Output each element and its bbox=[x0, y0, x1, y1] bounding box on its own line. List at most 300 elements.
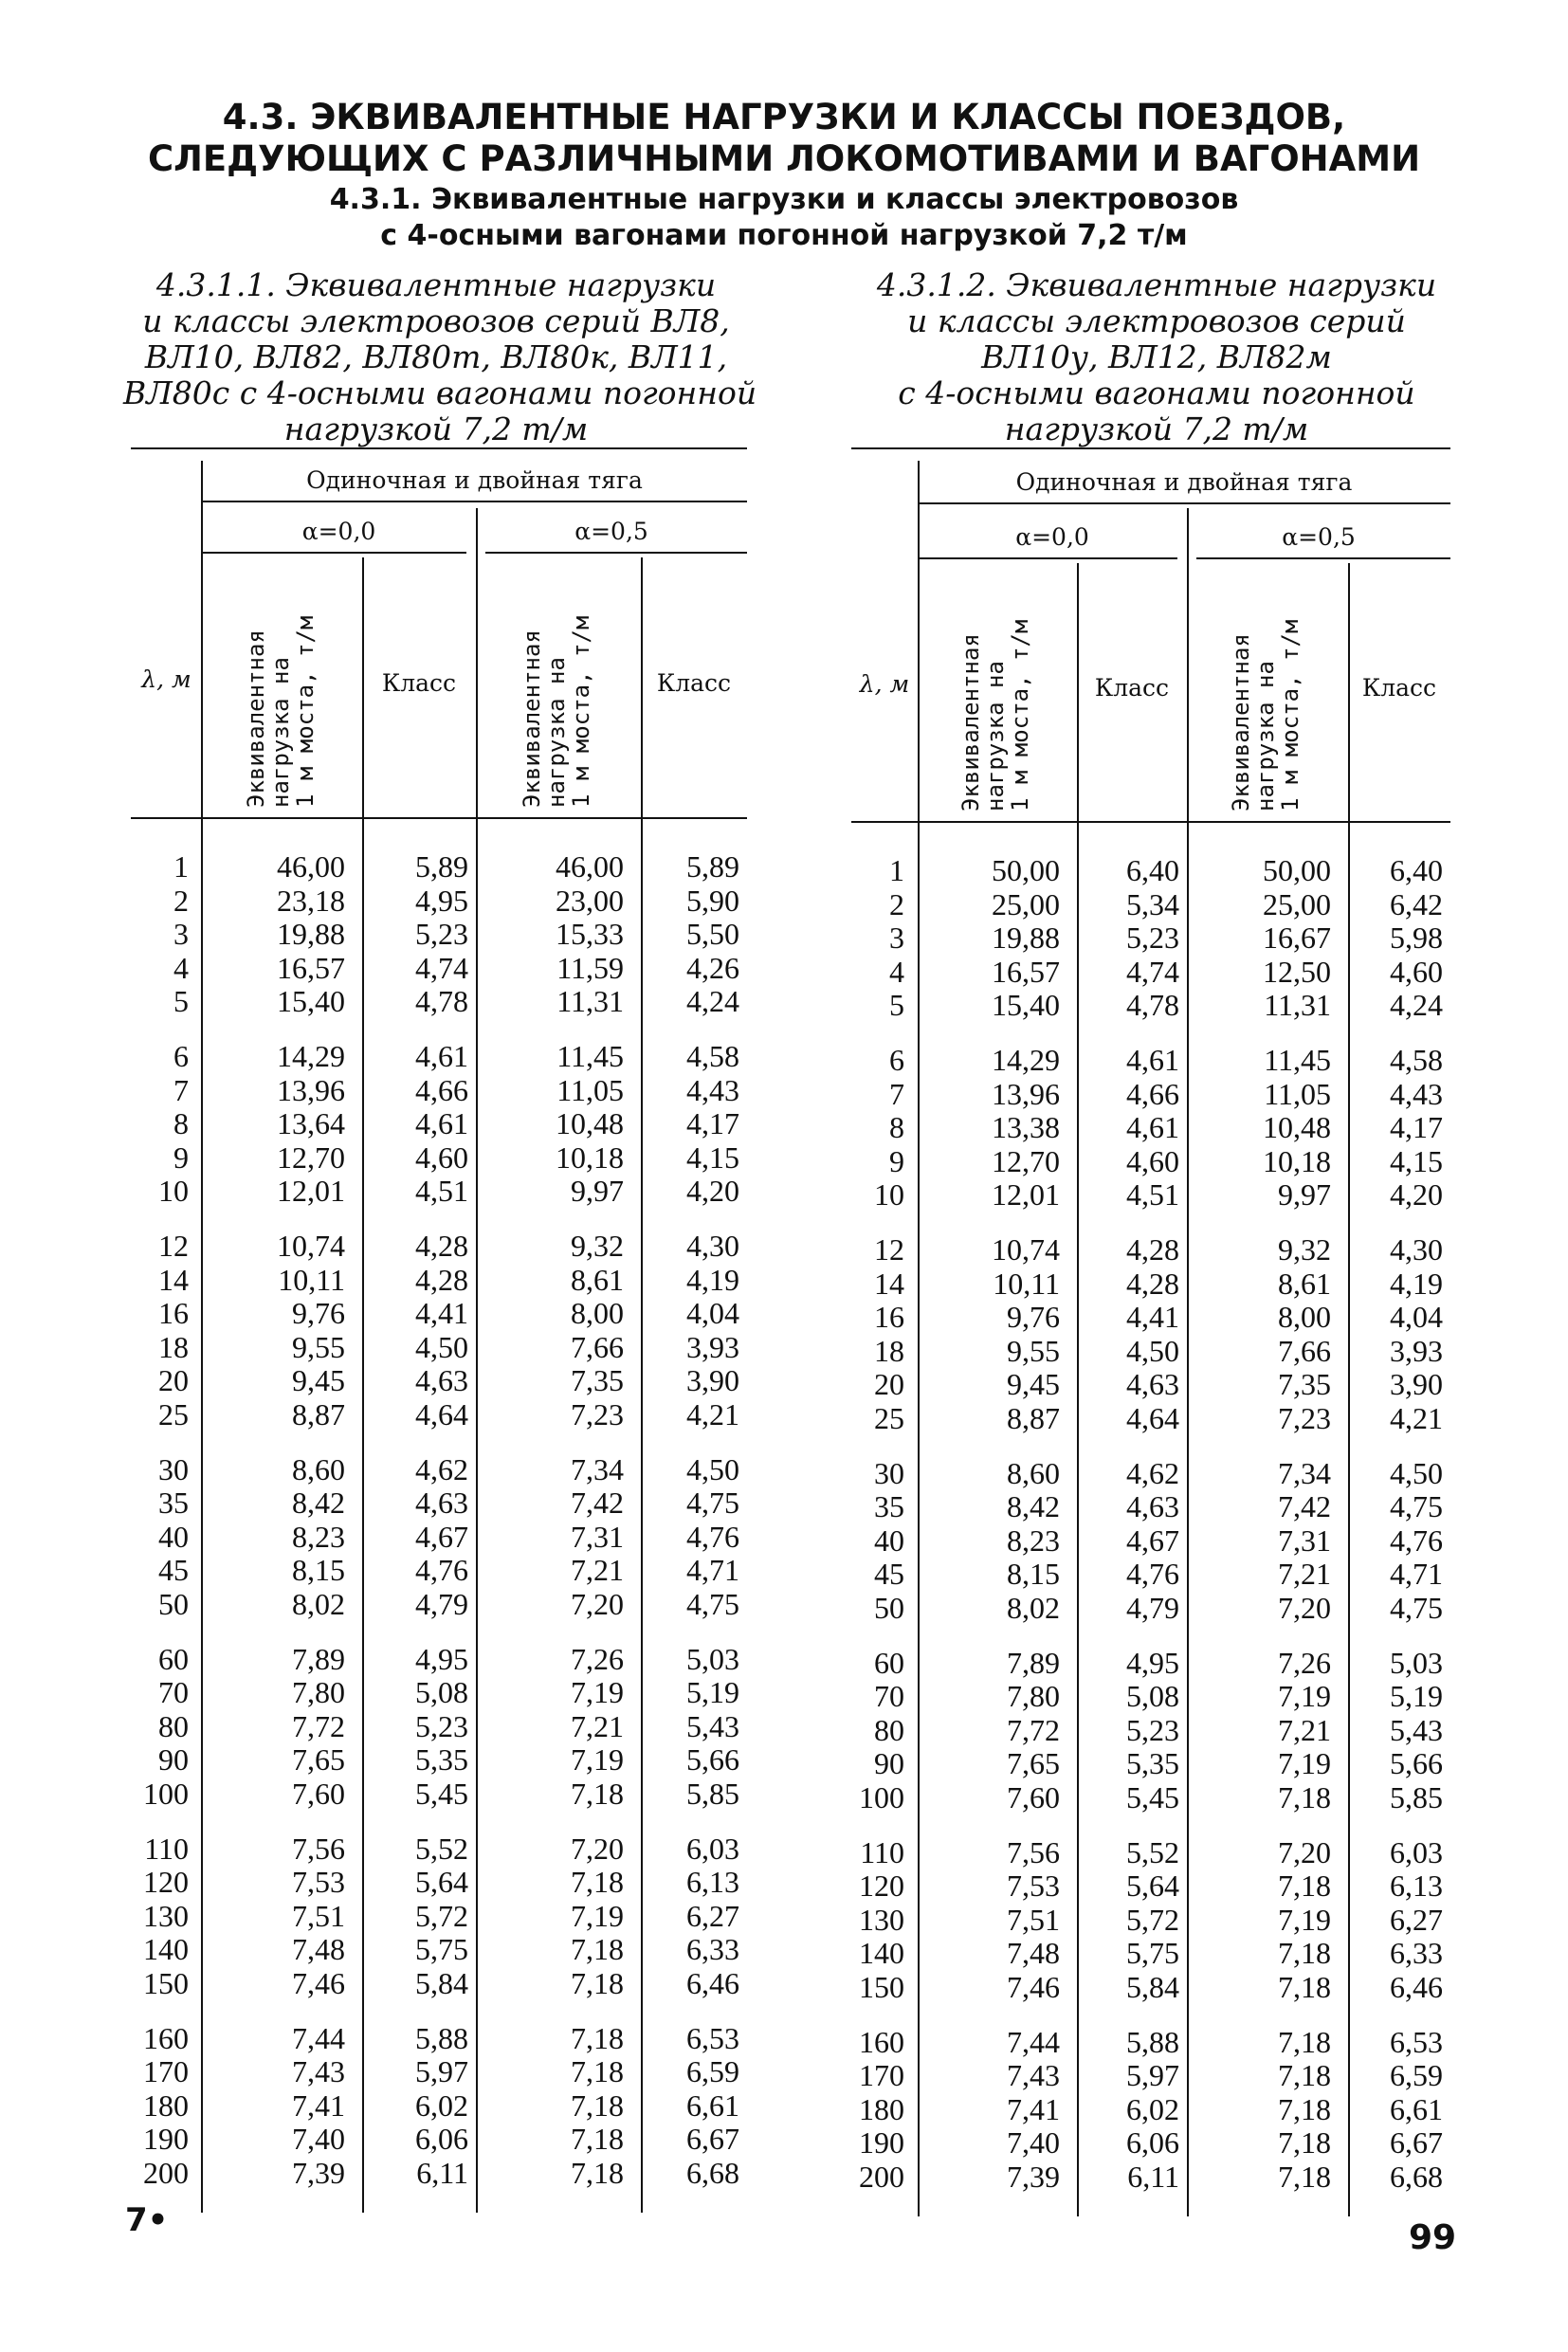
cell-class-a05: 5,19 bbox=[686, 1675, 739, 1710]
cell-load-a0: 7,80 bbox=[292, 1675, 345, 1710]
cell-class-a05: 5,66 bbox=[1390, 1746, 1443, 1781]
cell-load-a05: 7,19 bbox=[1278, 1746, 1331, 1781]
cell-lambda: 50 bbox=[158, 1587, 189, 1621]
cell-load-a05: 8,00 bbox=[1278, 1300, 1331, 1335]
cell-load-a05: 10,18 bbox=[556, 1140, 624, 1175]
cell-lambda: 150 bbox=[143, 1966, 189, 2000]
cell-lambda: 90 bbox=[874, 1746, 904, 1781]
cell-load-a05: 7,18 bbox=[571, 1966, 624, 2000]
cell-class-a0: 5,75 bbox=[1126, 1936, 1179, 1971]
cell-lambda: 3 bbox=[173, 917, 189, 952]
cell-load-a0: 7,41 bbox=[1007, 2091, 1060, 2126]
cell-class-a0: 5,23 bbox=[415, 917, 468, 952]
cell-lambda: 60 bbox=[874, 1645, 904, 1680]
cell-class-a0: 4,76 bbox=[1126, 1557, 1179, 1592]
cell-class-a0: 5,08 bbox=[1126, 1679, 1179, 1714]
right-caption-line: и классы электровозов серий bbox=[907, 302, 1406, 339]
left-caption-line: 4.3.1.1. Эквивалентные нагрузки bbox=[155, 266, 717, 303]
cell-class-a0: 4,51 bbox=[415, 1174, 468, 1209]
cell-class-a0: 4,79 bbox=[1126, 1591, 1179, 1625]
cell-class-a05: 4,15 bbox=[1390, 1143, 1443, 1178]
cell-load-a0: 8,42 bbox=[1007, 1489, 1060, 1524]
header-alpha-05: α=0,5 bbox=[1282, 523, 1356, 551]
top-rule bbox=[851, 447, 1450, 449]
cell-load-a05: 7,18 bbox=[1278, 1936, 1331, 1971]
cell-load-a05: 11,31 bbox=[556, 984, 624, 1019]
cell-class-a0: 5,75 bbox=[415, 1932, 468, 1967]
cell-load-a05: 11,05 bbox=[556, 1072, 624, 1107]
cell-load-a05: 7,23 bbox=[1278, 1401, 1331, 1435]
cell-class-a0: 4,66 bbox=[1126, 1076, 1179, 1111]
column-rule bbox=[476, 508, 478, 2213]
cell-class-a05: 5,90 bbox=[686, 883, 739, 918]
cell-class-a0: 5,35 bbox=[1126, 1746, 1179, 1781]
cell-class-a05: 6,13 bbox=[1390, 1869, 1443, 1904]
cell-load-a0: 9,45 bbox=[292, 1363, 345, 1398]
cell-load-a0: 19,88 bbox=[992, 921, 1060, 956]
cell-class-a05: 6,67 bbox=[686, 2122, 739, 2157]
cell-class-a05: 4,71 bbox=[686, 1553, 739, 1588]
cell-lambda: 12 bbox=[158, 1229, 189, 1263]
cell-lambda: 170 bbox=[143, 2054, 189, 2089]
cell-load-a0: 7,40 bbox=[292, 2122, 345, 2157]
cell-load-a05: 7,19 bbox=[571, 1898, 624, 1933]
cell-class-a05: 4,04 bbox=[686, 1296, 739, 1331]
cell-load-a0: 13,38 bbox=[992, 1110, 1060, 1145]
cell-load-a05: 9,97 bbox=[1278, 1177, 1331, 1212]
cell-class-a05: 4,15 bbox=[686, 1140, 739, 1175]
cell-class-a0: 4,63 bbox=[415, 1486, 468, 1521]
cell-class-a0: 5,72 bbox=[415, 1898, 468, 1933]
cell-load-a0: 7,44 bbox=[1007, 2024, 1060, 2059]
right-caption-line: с 4-осными вагонами погонной bbox=[898, 374, 1415, 411]
cell-class-a05: 4,75 bbox=[686, 1486, 739, 1521]
cell-load-a0: 7,48 bbox=[292, 1932, 345, 1967]
cell-class-a05: 3,93 bbox=[686, 1329, 739, 1364]
cell-class-a05: 6,03 bbox=[686, 1831, 739, 1866]
cell-load-a05: 7,19 bbox=[571, 1742, 624, 1778]
left-footer-mark: 7• bbox=[125, 2201, 169, 2239]
cell-lambda: 10 bbox=[158, 1174, 189, 1209]
cell-load-a0: 8,23 bbox=[1007, 1522, 1060, 1558]
cell-class-a05: 4,75 bbox=[686, 1587, 739, 1621]
cell-load-a05: 7,21 bbox=[571, 1553, 624, 1588]
cell-load-a0: 8,60 bbox=[1007, 1455, 1060, 1490]
cell-class-a0: 5,08 bbox=[415, 1675, 468, 1710]
cell-load-a0: 8,02 bbox=[292, 1587, 345, 1621]
span-rule bbox=[918, 502, 1450, 504]
cell-class-a0: 6,02 bbox=[1126, 2091, 1179, 2126]
cell-load-a0: 7,46 bbox=[1007, 1970, 1060, 2004]
column-rule bbox=[362, 557, 364, 2213]
header-class-alpha-0: Класс bbox=[1094, 674, 1170, 702]
cell-class-a0: 5,23 bbox=[415, 1708, 468, 1743]
cell-class-a0: 4,95 bbox=[1126, 1645, 1179, 1680]
cell-lambda: 200 bbox=[859, 2160, 904, 2194]
cell-class-a05: 5,85 bbox=[686, 1777, 739, 1811]
cell-class-a05: 4,76 bbox=[686, 1519, 739, 1554]
cell-class-a05: 4,58 bbox=[686, 1039, 739, 1073]
cell-class-a0: 4,28 bbox=[1126, 1266, 1179, 1301]
cell-class-a05: 4,19 bbox=[1390, 1266, 1443, 1301]
cell-load-a05: 12,50 bbox=[1263, 954, 1331, 989]
cell-load-a05: 7,18 bbox=[1278, 2160, 1331, 2194]
cell-lambda: 50 bbox=[874, 1591, 904, 1625]
cell-class-a05: 6,61 bbox=[1390, 2091, 1443, 2126]
cell-class-a0: 5,52 bbox=[1126, 1834, 1179, 1869]
cell-class-a05: 4,43 bbox=[1390, 1076, 1443, 1111]
cell-class-a0: 4,63 bbox=[1126, 1367, 1179, 1402]
column-rule bbox=[1348, 563, 1350, 2216]
cell-load-a05: 11,59 bbox=[556, 950, 624, 985]
column-rule bbox=[641, 557, 643, 2213]
cell-lambda: 160 bbox=[143, 2020, 189, 2055]
left-table-caption bbox=[123, 266, 757, 447]
cell-class-a0: 4,64 bbox=[1126, 1401, 1179, 1435]
cell-class-a05: 5,98 bbox=[1390, 921, 1443, 956]
cell-class-a05: 4,21 bbox=[1390, 1401, 1443, 1435]
cell-lambda: 45 bbox=[158, 1553, 189, 1588]
cell-class-a0: 4,41 bbox=[1126, 1300, 1179, 1335]
cell-load-a05: 10,48 bbox=[556, 1106, 624, 1141]
left-caption-line: нагрузкой 7,2 т/м bbox=[283, 410, 589, 447]
cell-load-a05: 7,18 bbox=[571, 2122, 624, 2157]
cell-lambda: 80 bbox=[874, 1712, 904, 1747]
cell-load-a05: 7,18 bbox=[571, 2088, 624, 2123]
cell-class-a05: 4,30 bbox=[1390, 1232, 1443, 1267]
cell-load-a0: 8,15 bbox=[292, 1553, 345, 1588]
cell-class-a0: 4,41 bbox=[415, 1296, 468, 1331]
cell-load-a0: 7,65 bbox=[292, 1742, 345, 1778]
cell-class-a0: 4,95 bbox=[415, 883, 468, 918]
cell-lambda: 14 bbox=[158, 1262, 189, 1297]
cell-load-a0: 12,01 bbox=[992, 1177, 1060, 1212]
alpha0-rule bbox=[202, 552, 466, 554]
column-rule bbox=[918, 461, 920, 2216]
cell-class-a05: 5,43 bbox=[1390, 1712, 1443, 1747]
header-load-alpha-05: Эквивалентная нагрузка на 1 м моста, т/м bbox=[519, 615, 594, 808]
cell-class-a05: 5,66 bbox=[686, 1742, 739, 1778]
cell-load-a0: 16,57 bbox=[992, 954, 1060, 989]
cell-class-a0: 5,88 bbox=[415, 2020, 468, 2055]
cell-load-a05: 7,18 bbox=[571, 1777, 624, 1811]
cell-load-a0: 15,40 bbox=[277, 984, 345, 1019]
cell-load-a05: 46,00 bbox=[556, 849, 624, 884]
cell-lambda: 60 bbox=[158, 1641, 189, 1676]
cell-class-a0: 4,60 bbox=[1126, 1143, 1179, 1178]
cell-lambda: 16 bbox=[874, 1300, 904, 1335]
cell-class-a05: 6,46 bbox=[1390, 1970, 1443, 2004]
cell-load-a05: 7,66 bbox=[1278, 1333, 1331, 1368]
cell-load-a0: 7,44 bbox=[292, 2020, 345, 2055]
left-caption-line: и классы электровозов серий ВЛ8, bbox=[142, 302, 730, 339]
cell-load-a0: 8,02 bbox=[1007, 1591, 1060, 1625]
header-traction: Одиночная и двойная тяга bbox=[1015, 468, 1353, 496]
cell-load-a0: 13,64 bbox=[277, 1106, 345, 1141]
cell-class-a0: 4,78 bbox=[415, 984, 468, 1019]
cell-load-a05: 7,18 bbox=[1278, 2058, 1331, 2093]
cell-class-a0: 5,64 bbox=[415, 1865, 468, 1900]
right-caption-line: нагрузкой 7,2 т/м bbox=[1004, 410, 1309, 447]
cell-load-a05: 7,34 bbox=[1278, 1455, 1331, 1490]
cell-class-a0: 4,62 bbox=[415, 1451, 468, 1486]
cell-lambda: 3 bbox=[889, 921, 904, 956]
cell-class-a0: 5,34 bbox=[1126, 886, 1179, 921]
cell-class-a0: 6,11 bbox=[1127, 2160, 1179, 2194]
cell-class-a0: 5,84 bbox=[415, 1966, 468, 2000]
cell-class-a05: 6,53 bbox=[1390, 2024, 1443, 2059]
cell-load-a05: 7,26 bbox=[1278, 1645, 1331, 1680]
cell-class-a0: 4,28 bbox=[415, 1229, 468, 1263]
cell-class-a05: 3,90 bbox=[686, 1363, 739, 1398]
cell-lambda: 18 bbox=[874, 1333, 904, 1368]
cell-load-a05: 7,31 bbox=[1278, 1522, 1331, 1558]
cell-class-a05: 6,46 bbox=[686, 1966, 739, 2000]
cell-class-a0: 5,52 bbox=[415, 1831, 468, 1866]
cell-lambda: 25 bbox=[158, 1397, 189, 1431]
column-rule bbox=[201, 461, 203, 2213]
cell-lambda: 1 bbox=[173, 849, 189, 884]
header-class-alpha-0: Класс bbox=[381, 669, 457, 697]
span-rule bbox=[202, 501, 747, 502]
alpha05-rule bbox=[485, 552, 747, 554]
left-caption-line: ВЛ80с с 4-осными вагонами погонной bbox=[123, 374, 757, 411]
cell-class-a0: 4,50 bbox=[415, 1329, 468, 1364]
cell-class-a05: 5,85 bbox=[1390, 1780, 1443, 1814]
cell-class-a0: 5,72 bbox=[1126, 1902, 1179, 1937]
cell-load-a0: 16,57 bbox=[277, 950, 345, 985]
cell-class-a05: 4,20 bbox=[1390, 1177, 1443, 1212]
cell-load-a0: 10,11 bbox=[278, 1262, 345, 1297]
cell-load-a05: 7,18 bbox=[1278, 1970, 1331, 2004]
cell-lambda: 8 bbox=[173, 1106, 189, 1141]
cell-lambda: 10 bbox=[874, 1177, 904, 1212]
cell-class-a0: 4,28 bbox=[415, 1262, 468, 1297]
cell-load-a05: 23,00 bbox=[556, 883, 624, 918]
page-number: 99 bbox=[1409, 2218, 1457, 2257]
cell-load-a05: 16,67 bbox=[1263, 921, 1331, 956]
cell-class-a0: 5,35 bbox=[415, 1742, 468, 1778]
cell-class-a05: 4,26 bbox=[686, 950, 739, 985]
cell-lambda: 12 bbox=[874, 1232, 904, 1267]
cell-class-a05: 3,90 bbox=[1390, 1367, 1443, 1402]
cell-lambda: 18 bbox=[158, 1329, 189, 1364]
header-class-alpha-05: Класс bbox=[656, 669, 732, 697]
cell-class-a05: 4,21 bbox=[686, 1397, 739, 1431]
cell-load-a05: 7,18 bbox=[1278, 1869, 1331, 1904]
cell-lambda: 4 bbox=[173, 950, 189, 985]
cell-class-a05: 4,17 bbox=[1390, 1110, 1443, 1145]
cell-load-a0: 10,74 bbox=[992, 1232, 1060, 1267]
cell-load-a0: 50,00 bbox=[992, 853, 1060, 887]
cell-load-a05: 7,20 bbox=[571, 1831, 624, 1866]
cell-lambda: 70 bbox=[874, 1679, 904, 1714]
cell-lambda: 35 bbox=[158, 1486, 189, 1521]
cell-load-a0: 8,42 bbox=[292, 1486, 345, 1521]
cell-load-a0: 12,70 bbox=[992, 1143, 1060, 1178]
header-bottom-rule bbox=[851, 821, 1450, 823]
section-title-line-1: 4.3. ЭКВИВАЛЕНТНЫЕ НАГРУЗКИ И КЛАССЫ ПОЕЗДОВ, bbox=[222, 97, 1346, 137]
cell-class-a0: 4,62 bbox=[1126, 1455, 1179, 1490]
cell-load-a05: 7,18 bbox=[571, 1932, 624, 1967]
cell-lambda: 7 bbox=[889, 1076, 904, 1111]
cell-lambda: 20 bbox=[874, 1367, 904, 1402]
cell-load-a0: 23,18 bbox=[277, 883, 345, 918]
alpha0-rule bbox=[918, 557, 1177, 559]
cell-class-a0: 6,06 bbox=[415, 2122, 468, 2157]
cell-lambda: 110 bbox=[860, 1834, 904, 1869]
cell-load-a0: 8,23 bbox=[292, 1519, 345, 1554]
cell-load-a05: 8,61 bbox=[1278, 1266, 1331, 1301]
cell-class-a0: 5,84 bbox=[1126, 1970, 1179, 2004]
header-lambda: λ, м bbox=[859, 670, 910, 698]
cell-load-a0: 7,43 bbox=[292, 2054, 345, 2089]
cell-class-a0: 4,66 bbox=[415, 1072, 468, 1107]
cell-class-a0: 4,61 bbox=[415, 1106, 468, 1141]
cell-lambda: 190 bbox=[859, 2125, 904, 2161]
cell-class-a05: 4,24 bbox=[686, 984, 739, 1019]
cell-lambda: 1 bbox=[889, 853, 904, 887]
cell-lambda: 9 bbox=[173, 1140, 189, 1175]
cell-load-a0: 13,96 bbox=[992, 1076, 1060, 1111]
cell-class-a0: 4,74 bbox=[1126, 954, 1179, 989]
cell-lambda: 150 bbox=[859, 1970, 904, 2004]
cell-load-a0: 15,40 bbox=[992, 988, 1060, 1023]
cell-load-a0: 25,00 bbox=[992, 886, 1060, 921]
cell-load-a05: 7,20 bbox=[571, 1587, 624, 1621]
cell-class-a0: 6,06 bbox=[1126, 2125, 1179, 2161]
header-load-alpha-05: Эквивалентная нагрузка на 1 м моста, т/м bbox=[1228, 619, 1304, 811]
cell-class-a0: 4,64 bbox=[415, 1397, 468, 1431]
cell-class-a05: 4,60 bbox=[1390, 954, 1443, 989]
cell-load-a0: 7,43 bbox=[1007, 2058, 1060, 2093]
cell-class-a0: 4,67 bbox=[1126, 1522, 1179, 1558]
cell-load-a0: 19,88 bbox=[277, 917, 345, 952]
cell-load-a05: 7,21 bbox=[571, 1708, 624, 1743]
cell-class-a05: 6,42 bbox=[1390, 886, 1443, 921]
cell-class-a0: 5,64 bbox=[1126, 1869, 1179, 1904]
cell-lambda: 5 bbox=[173, 984, 189, 1019]
alpha05-rule bbox=[1196, 557, 1450, 559]
cell-lambda: 190 bbox=[143, 2122, 189, 2157]
cell-lambda: 70 bbox=[158, 1675, 189, 1710]
cell-load-a0: 7,65 bbox=[1007, 1746, 1060, 1781]
cell-class-a05: 4,58 bbox=[1390, 1043, 1443, 1077]
cell-lambda: 9 bbox=[889, 1143, 904, 1178]
cell-load-a0: 7,89 bbox=[1007, 1645, 1060, 1680]
cell-load-a0: 7,60 bbox=[1007, 1780, 1060, 1814]
cell-class-a0: 6,11 bbox=[416, 2156, 468, 2190]
cell-lambda: 40 bbox=[874, 1522, 904, 1558]
cell-load-a05: 7,31 bbox=[571, 1519, 624, 1554]
cell-lambda: 140 bbox=[143, 1932, 189, 1967]
cell-load-a05: 7,18 bbox=[571, 2020, 624, 2055]
cell-class-a05: 4,19 bbox=[686, 1262, 739, 1297]
cell-class-a05: 4,75 bbox=[1390, 1591, 1443, 1625]
cell-class-a0: 5,97 bbox=[1126, 2058, 1179, 2093]
header-load-alpha-0: Эквивалентная нагрузка на 1 м моста, т/м bbox=[957, 619, 1033, 811]
cell-load-a05: 7,18 bbox=[571, 2156, 624, 2190]
cell-lambda: 100 bbox=[859, 1780, 904, 1814]
cell-load-a05: 11,45 bbox=[556, 1039, 624, 1073]
cell-load-a0: 7,39 bbox=[292, 2156, 345, 2190]
cell-load-a0: 8,87 bbox=[292, 1397, 345, 1431]
cell-class-a0: 4,74 bbox=[415, 950, 468, 985]
cell-load-a05: 7,18 bbox=[571, 2054, 624, 2089]
cell-class-a05: 6,68 bbox=[686, 2156, 739, 2190]
right-load-table bbox=[851, 447, 1450, 2201]
cell-load-a05: 11,31 bbox=[1264, 988, 1331, 1023]
cell-class-a05: 4,50 bbox=[686, 1451, 739, 1486]
cell-lambda: 14 bbox=[874, 1266, 904, 1301]
cell-load-a0: 7,48 bbox=[1007, 1936, 1060, 1971]
cell-class-a0: 4,63 bbox=[1126, 1489, 1179, 1524]
cell-load-a05: 7,18 bbox=[1278, 2091, 1331, 2126]
cell-lambda: 25 bbox=[874, 1401, 904, 1435]
header-bottom-rule bbox=[131, 817, 747, 819]
cell-lambda: 120 bbox=[859, 1869, 904, 1904]
left-caption-line: ВЛ10, ВЛ82, ВЛ80т, ВЛ80к, ВЛ11, bbox=[144, 338, 728, 375]
cell-class-a05: 4,04 bbox=[1390, 1300, 1443, 1335]
cell-class-a05: 5,19 bbox=[1390, 1679, 1443, 1714]
cell-lambda: 45 bbox=[874, 1557, 904, 1592]
cell-class-a05: 4,76 bbox=[1390, 1522, 1443, 1558]
cell-class-a05: 6,53 bbox=[686, 2020, 739, 2055]
section-title-line-2: СЛЕДУЮЩИХ С РАЗЛИЧНЫМИ ЛОКОМОТИВАМИ И ВАГОНАМИ bbox=[147, 138, 1421, 179]
cell-class-a0: 4,95 bbox=[415, 1641, 468, 1676]
cell-class-a0: 4,51 bbox=[1126, 1177, 1179, 1212]
cell-load-a05: 7,19 bbox=[571, 1675, 624, 1710]
cell-lambda: 4 bbox=[889, 954, 904, 989]
cell-load-a05: 9,97 bbox=[571, 1174, 624, 1209]
cell-lambda: 30 bbox=[158, 1451, 189, 1486]
cell-load-a0: 7,51 bbox=[1007, 1902, 1060, 1937]
cell-class-a05: 4,20 bbox=[686, 1174, 739, 1209]
cell-lambda: 5 bbox=[889, 988, 904, 1023]
header-alpha-0: α=0,0 bbox=[301, 518, 376, 545]
cell-load-a0: 9,76 bbox=[292, 1296, 345, 1331]
cell-class-a0: 4,63 bbox=[415, 1363, 468, 1398]
cell-load-a0: 7,56 bbox=[1007, 1834, 1060, 1869]
cell-class-a05: 4,17 bbox=[686, 1106, 739, 1141]
right-caption-line: ВЛ10у, ВЛ12, ВЛ82м bbox=[981, 338, 1332, 375]
cell-load-a05: 7,18 bbox=[1278, 2024, 1331, 2059]
cell-load-a05: 10,48 bbox=[1263, 1110, 1331, 1145]
right-caption-line: 4.3.1.2. Эквивалентные нагрузки bbox=[876, 266, 1437, 303]
cell-class-a05: 4,71 bbox=[1390, 1557, 1443, 1592]
cell-class-a0: 5,89 bbox=[415, 849, 468, 884]
cell-load-a05: 15,33 bbox=[556, 917, 624, 952]
cell-load-a05: 25,00 bbox=[1263, 886, 1331, 921]
cell-load-a05: 7,35 bbox=[571, 1363, 624, 1398]
header-class-alpha-05: Класс bbox=[1361, 674, 1437, 702]
cell-load-a0: 8,15 bbox=[1007, 1557, 1060, 1592]
cell-class-a05: 3,93 bbox=[1390, 1333, 1443, 1368]
cell-lambda: 120 bbox=[143, 1865, 189, 1900]
cell-lambda: 90 bbox=[158, 1742, 189, 1778]
cell-load-a0: 7,53 bbox=[1007, 1869, 1060, 1904]
cell-class-a05: 5,03 bbox=[1390, 1645, 1443, 1680]
cell-lambda: 40 bbox=[158, 1519, 189, 1554]
cell-load-a0: 14,29 bbox=[277, 1039, 345, 1073]
cell-class-a05: 6,33 bbox=[1390, 1936, 1443, 1971]
cell-class-a05: 6,59 bbox=[1390, 2058, 1443, 2093]
cell-class-a05: 5,89 bbox=[686, 849, 739, 884]
header-alpha-05: α=0,5 bbox=[574, 518, 648, 545]
cell-load-a05: 8,61 bbox=[571, 1262, 624, 1297]
cell-load-a05: 7,18 bbox=[1278, 1780, 1331, 1814]
cell-class-a0: 4,28 bbox=[1126, 1232, 1179, 1267]
